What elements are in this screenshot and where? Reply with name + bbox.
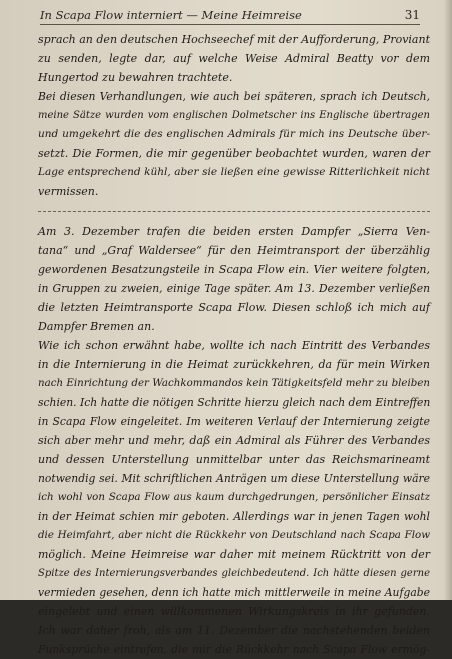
text-line: sprach an den deutschen Hochseechef mit der Aufforderung, Proviant bbox=[38, 33, 430, 46]
running-header bbox=[40, 6, 420, 24]
text-line: vermissen. bbox=[38, 185, 99, 198]
text-line: Funksprüche eintrafen, die mir die Rückkehr nach Scapa Flow ermög- bbox=[38, 643, 430, 656]
text-line: setzt. Die Formen, die mir gegenüber beobachtet wurden, waren der bbox=[38, 147, 430, 160]
text-line: ich wohl von Scapa Flow aus kaum durchgedrungen, persönlicher Einsatz bbox=[38, 491, 430, 503]
running-title: In Scapa Flow interniert — Meine Heimreise bbox=[40, 8, 302, 22]
text-line: möglich. Meine Heimreise war daher mit meinem Rücktritt von der bbox=[38, 548, 430, 561]
text-line: schien. Ich hatte die nötigen Schritte hierzu gleich nach dem Eintreffen bbox=[38, 396, 431, 409]
text-line: in Scapa Flow eingeleitet. Im weiteren Verlauf der Internierung zeigte bbox=[38, 415, 430, 428]
text-line: Ich war daher froh, als am 11. Dezember die nachstehenden beiden bbox=[38, 624, 430, 637]
text-line: Dampfer Bremen an. bbox=[38, 320, 155, 333]
page-number: 31 bbox=[404, 8, 420, 22]
text-line: Lage entsprechend kühl, aber sie ließen eine gewisse Ritterlichkeit nicht bbox=[38, 166, 430, 178]
text-line: gewordenen Besatzungsteile in Scapa Flow ein. Vier weitere folgten, bbox=[38, 263, 430, 276]
text-line: und umgekehrt die des englischen Admirals für mich ins Deutsche über- bbox=[38, 128, 430, 140]
text-line: die Heimfahrt, aber nicht die Rückkehr von Deutschland nach Scapa Flow bbox=[38, 529, 430, 541]
text-line: vermieden gesehen, denn ich hatte mich mittlerweile in meine Aufgabe bbox=[38, 586, 430, 599]
text-line: Hungertod zu bewahren trachtete. bbox=[38, 71, 233, 84]
text-line: eingelebt und einen willkommenen Wirkungskreis in ihr gefunden. bbox=[38, 605, 430, 618]
page-edge-shadow bbox=[444, 0, 452, 600]
text-line: Bei diesen Verhandlungen, wie auch bei späteren, sprach ich Deutsch, bbox=[38, 90, 430, 103]
text-line: tana“ und „Graf Waldersee“ für den Heimtransport der überzählig bbox=[38, 244, 430, 257]
header-rule bbox=[40, 24, 420, 25]
text-line: zu senden, legte dar, auf welche Weise Admiral Beatty vor dem bbox=[38, 52, 430, 65]
text-line: Am 3. Dezember trafen die beiden ersten Dampfer „Sierra Ven- bbox=[38, 225, 430, 238]
text-line: Spitze des Internierungsverbandes gleichbedeutend. Ich hätte diesen gerne bbox=[38, 568, 430, 579]
text-line: nach Einrichtung der Wachkommandos kein Tätigkeitsfeld mehr zu bleiben bbox=[38, 377, 430, 389]
text-line: in die Internierung in die Heimat zurückkehren, da für mein Wirken bbox=[38, 358, 430, 371]
text-line: in Gruppen zu zweien, einige Tage später. Am 13. Dezember verließen bbox=[38, 282, 430, 295]
section-separator bbox=[38, 211, 430, 226]
text-line: notwendig sei. Mit schriftlichen Anträgen um diese Unterstellung wäre bbox=[38, 472, 430, 485]
body-text bbox=[38, 30, 430, 659]
text-line: Wie ich schon erwähnt habe, wollte ich nach Eintritt des Verbandes bbox=[38, 339, 430, 352]
text-line: sich aber mehr und mehr, daß ein Admiral als Führer des Verbandes bbox=[38, 434, 430, 447]
text-line: die letzten Heimtransporte Scapa Flow. Diesen schloß ich mich auf bbox=[38, 301, 430, 314]
text-line: in der Heimat schien mir geboten. Allerdings war in jenen Tagen wohl bbox=[38, 510, 430, 523]
text-line: meine Sätze wurden vom englischen Dolmetscher ins Englische übertragen bbox=[38, 110, 430, 121]
text-line: und dessen Unterstellung unmittelbar unter das Reichsmarineamt bbox=[38, 453, 430, 466]
